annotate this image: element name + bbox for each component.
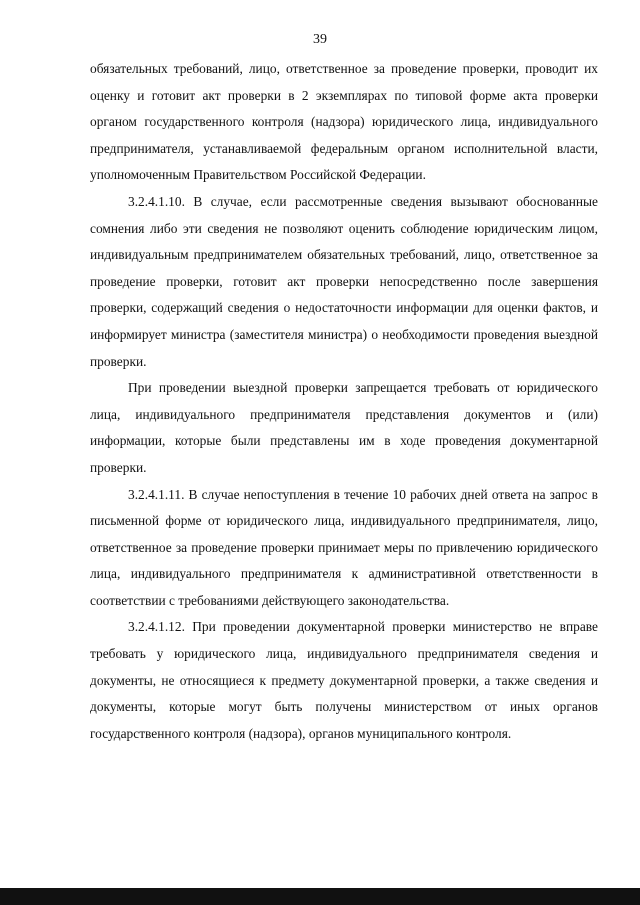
- scan-bottom-edge: [0, 888, 640, 905]
- paragraph-3-2-4-1-10: 3.2.4.1.10. В случае, если рассмотренные сведения вызывают обоснованные сомнения либо эти сведения не позволяют оценить соблюдение юридическим лицом, индивидуальным предпринимателем обязательных требований, лицо, ответственное за проведение проверки, готовит акт проверки непосредственно после завершения проверки, содержащий сведения о недостаточности информации для оценки фактов, и информирует министра (заместителя министра) о необходимости проведения выездной проверки.: [90, 193, 598, 369]
- page-number: 39: [313, 32, 327, 47]
- paragraph-continuation: обязательных требований, лицо, ответственное за проведение проверки, проводит их оценку и готовит акт проверки в 2 экземплярах по типовой форме акта проверки органом государственного контроля (надзора) юридического лица, индивидуального предпринимателя, устанавливаемой федеральным органом исполнительной власти, уполномоченным Правительством Российской Федерации.: [90, 61, 598, 183]
- paragraph-3-2-4-1-11: 3.2.4.1.11. В случае непоступления в течение 10 рабочих дней ответа на запрос в письменной форме от юридического лица, индивидуального предпринимателя, лицо, ответственное за проведение проверки принимает меры по привлечению юридического лица, индивидуального предпринимателя к административной ответственности в соответствии с требованиями действующего законодательства.: [90, 486, 598, 608]
- paragraph-onsite-inspection: При проведении выездной проверки запрещается требовать от юридического лица, индивидуального предпринимателя представления документов и (или) информации, которые были представлены им в ходе проведения документарной проверки.: [90, 380, 598, 475]
- document-body: [90, 56, 598, 747]
- paragraph-3-2-4-1-12: 3.2.4.1.12. При проведении документарной проверки министерство не вправе требовать у юридического лица, индивидуального предпринимателя сведения и документы, не относящиеся к предмету документарной проверки, а также сведения и документы, которые могут быть получены министерством от иных органов государственного контроля (надзора), органов муниципального контроля.: [90, 619, 598, 741]
